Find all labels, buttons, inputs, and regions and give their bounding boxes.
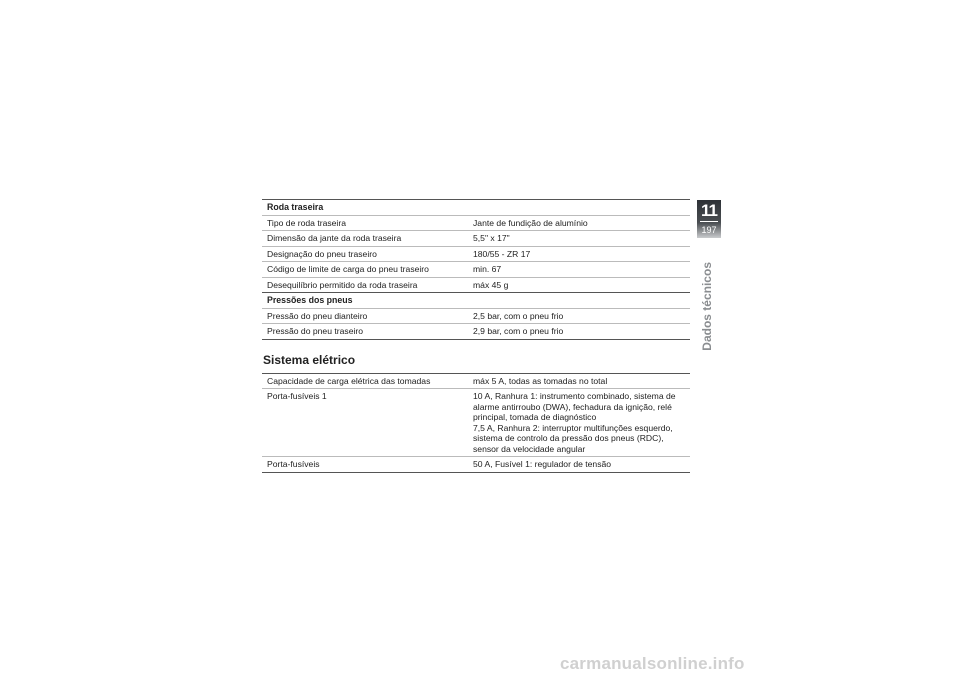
chapter-number: 11	[701, 201, 717, 220]
table-row	[262, 324, 690, 340]
row-value: 5,5" x 17"	[473, 233, 510, 243]
table-row	[262, 374, 690, 390]
table-row	[262, 216, 690, 232]
table-row	[262, 457, 690, 473]
chapter-side-title: Dados técnicos	[700, 262, 714, 351]
rear-wheel-table	[262, 199, 690, 340]
row-value: Jante de fundição de alumínio	[473, 217, 588, 228]
row-label: Porta-fusíveis 1	[267, 391, 327, 401]
row-label: Pressão do pneu dianteiro	[267, 310, 368, 321]
row-value: 50 A, Fusível 1: regulador de tensão	[473, 459, 612, 469]
electrical-table	[262, 373, 690, 473]
table-row	[262, 309, 690, 325]
spec-content	[262, 199, 690, 473]
row-value: 180/55 - ZR 17	[473, 248, 531, 259]
table-row	[262, 278, 690, 294]
row-value: máx 5 A, todas as tomadas no total	[473, 375, 608, 386]
row-label: Pressão do pneu traseiro	[267, 326, 364, 336]
row-label: Código de limite de carga do pneu traseiro	[267, 264, 429, 274]
row-label: Tipo de roda traseira	[267, 217, 346, 228]
table-row	[262, 262, 690, 278]
row-label: Porta-fusíveis	[267, 459, 320, 469]
chapter-tab	[697, 200, 721, 238]
row-label: Dimensão da jante da roda traseira	[267, 233, 402, 243]
rear-wheel-heading: Roda traseira	[262, 200, 690, 216]
row-value: 10 A, Ranhura 1: instrumento combinado, sistema de alarme antirroubo (DWA), fechadura da ignição, relé principal, tomada de diagnóstico 7,5 A, Ranhura 2: interruptor multifunções esquerdo, sistema de controlo da pressão dos pneus (RDC), sensor da velocidade angular	[473, 391, 676, 454]
table-row	[262, 247, 690, 263]
page-number: 197	[701, 225, 717, 235]
chapter-divider	[700, 221, 718, 222]
row-label: Capacidade de carga elétrica das tomadas	[267, 375, 431, 386]
table-row	[262, 389, 690, 457]
row-value: máx 45 g	[473, 279, 509, 290]
electrical-section-title: Sistema elétrico	[263, 352, 356, 367]
row-label: Designação do pneu traseiro	[267, 248, 377, 259]
row-value: 2,5 bar, com o pneu frio	[473, 310, 564, 321]
table-row	[262, 231, 690, 247]
row-value: 2,9 bar, com o pneu frio	[473, 326, 564, 336]
row-value: min. 67	[473, 264, 502, 274]
tire-pressure-heading: Pressões dos pneus	[262, 293, 690, 309]
row-label: Desequilíbrio permitido da roda traseira	[267, 279, 418, 290]
watermark: carmanualsonline.info	[560, 654, 745, 673]
